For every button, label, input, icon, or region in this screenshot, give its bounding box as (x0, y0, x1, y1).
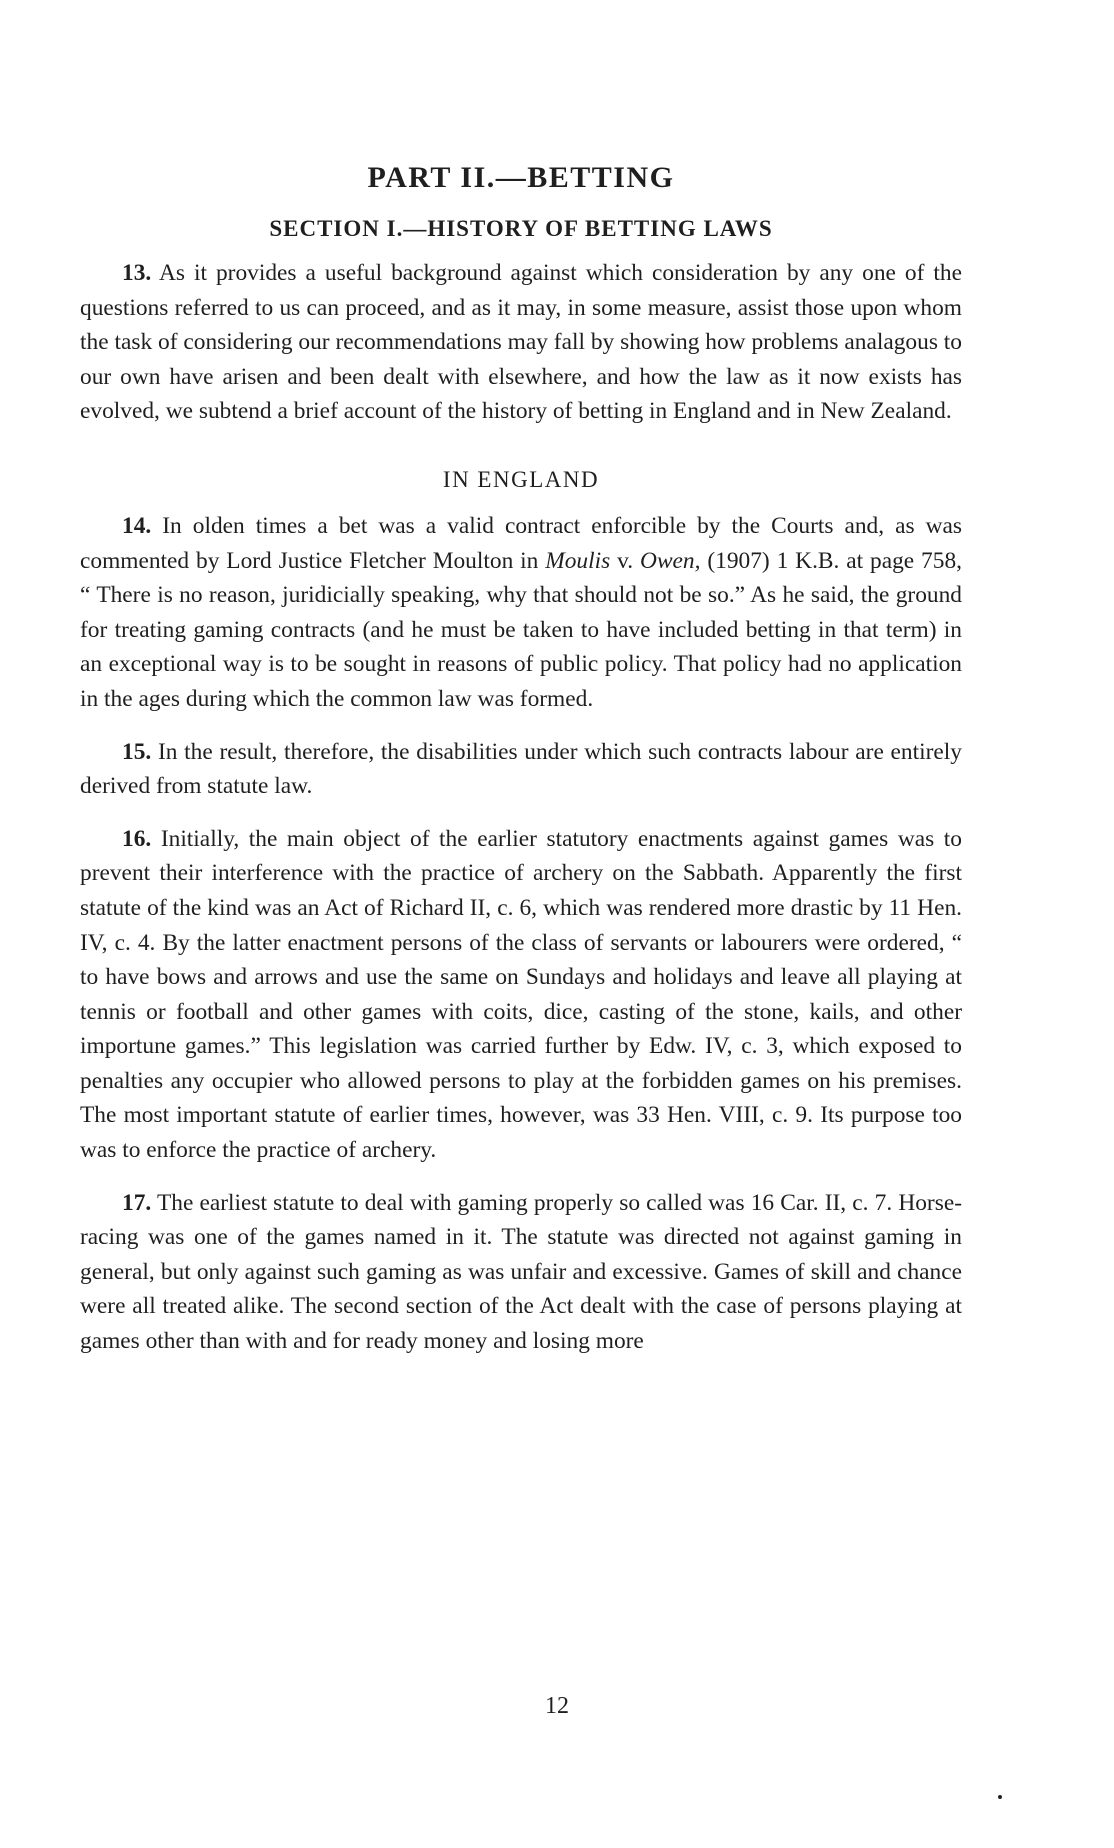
paragraphs-after (80, 735, 962, 1359)
paragraph-text: Initially, the main object of the earlier statutory enactments against games was to prevent their interference with the practice of archery on the Sabbath. Apparently the first statute of the kind was an Act of Richard II, c. 6, which was rendered more drastic by 11 Hen. IV, c. 4. By the latter enactment persons of the class of servants or labourers were ordered, “ to have bows and arrows and use the same on Sundays and holidays and leave all playing at tennis or football and other games with coits, dice, casting of the stone, kails, and other importune games.” This legislation was carried further by Edw. IV, c. 3, which exposed to penalties any occupier who allowed persons to play at the forbidden games on his premises. The most important statute of earlier times, however, was 33 Hen. VIII, c. 9. Its purpose too was to enforce the practice of archery. (80, 825, 962, 1164)
paragraphs-before (80, 256, 962, 429)
paragraph-text: In the result, therefore, the disabilities under which such contracts labour are entirely derived from statute law. (80, 738, 962, 800)
paragraph-number: 15. (122, 738, 152, 765)
case-versus: v. (617, 547, 634, 574)
paragraph-17 (80, 1186, 962, 1359)
case-name-owen: Owen, (640, 547, 701, 574)
paragraph-15 (80, 735, 962, 804)
case-name-moulis: Moulis (545, 547, 611, 574)
print-speck (998, 1795, 1002, 1799)
subheading-in-england: IN ENGLAND (442, 466, 600, 492)
page-number: 12 (545, 1693, 569, 1719)
paragraph-number: 16. (122, 825, 152, 852)
paragraph-number: 14. (122, 512, 152, 539)
paragraph-number: 13. (122, 260, 152, 286)
document-page (80, 160, 962, 1377)
part-title: PART II.—BETTING (367, 161, 675, 194)
paragraph-text: As it provides a useful background against which consideration by any one of the questions referred to us can proceed, and as it may, in some measure, assist those upon whom the task of considering our recommendations may fall by showing how problems analagous to our own have arisen and been dealt with elsewhere, and how the law as it now exists has evolved, we subtend a brief account of the history of betting in England and in New Zealand. (80, 260, 962, 425)
paragraph-16 (80, 822, 962, 1168)
paragraph-text: The earliest statute to deal with gaming properly so called was 16 Car. II, c. 7. Horse-racing was one of the games named in it. The statute was directed not against gaming in general, but only against such gaming as was unfair and excessive. Games of skill and chance were all treated alike. The second section of the Act dealt with the case of persons playing at games other than with and for ready money and losing more (80, 1189, 962, 1355)
paragraph-text: (1907) 1 K.B. at page 758, “ There is no reason, juridicially speaking, why that should not be so.” As he said, the ground for treating gaming contracts (and he must be taken to have included betting in that term) in an exceptional way is to be sought in reasons of public policy. That policy had no application in the ages during which the common law was formed. (80, 547, 962, 712)
paragraph-number: 17. (122, 1189, 152, 1216)
paragraph-14 (80, 509, 962, 717)
paragraph-text: In olden times a bet was a valid contract enforcible by the Courts and, as was commented by Lord Justice Fletcher Moulton in (80, 512, 962, 574)
section-title: SECTION I.—HISTORY OF BETTING LAWS (269, 216, 773, 241)
paragraph-13 (80, 256, 962, 429)
